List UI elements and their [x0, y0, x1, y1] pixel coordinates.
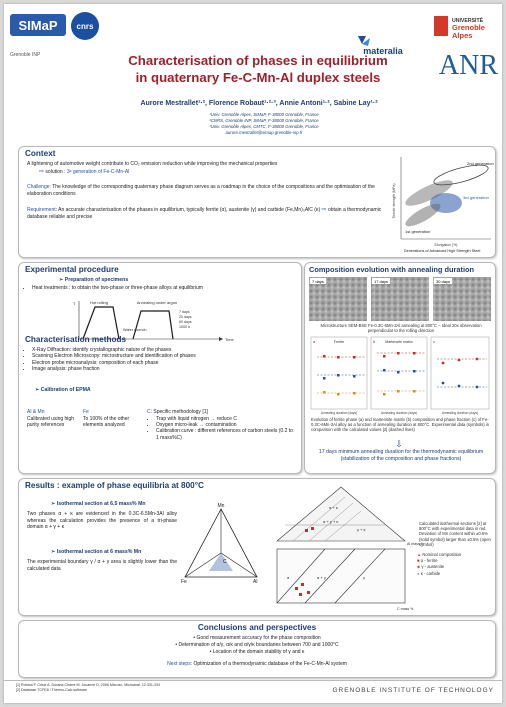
composition-heading: Composition evolution with annealing duration [309, 265, 475, 274]
context-requirement [27, 207, 387, 220]
next-steps-text: : Optimization of a thermodynamic database of the Fe-C-Mn-Al system [190, 661, 347, 667]
legend-item-carbide [417, 571, 493, 576]
annealing-label: Annealing under argon [136, 300, 178, 305]
results-box [18, 478, 496, 616]
time-axis-label: Time [225, 337, 234, 342]
time-label-1: 20 days [179, 315, 192, 319]
contact-email: aurore.mestrallet@simap.grenoble-inp.fr [225, 130, 303, 135]
chevron-right-icon: ➢ [59, 277, 65, 283]
results-section1-text: Two phases α + κ are evidenced in the 0.3C-6.5Mn-3Al alloy whereas the calculation provides the presence of a tri-phase domain α + γ + κ [27, 511, 177, 530]
requirement-label: Requirement [27, 207, 56, 213]
footer [4, 680, 502, 704]
chevron-right-icon: ➢ [51, 501, 57, 507]
legend-item-ferrite [417, 558, 493, 563]
micrograph-caption: Microstructure SEM-BSE Fe-0.3C-6Mn-3Al annealing at 800°C – Ideal 20x observation perpendicular to the rolling direction [320, 323, 482, 334]
uga-logo [432, 12, 498, 44]
ahss-gen1-label: 1st generation [405, 229, 431, 234]
epma-subheading [35, 387, 91, 393]
anr-logo [438, 48, 500, 81]
annealing-curve [133, 311, 173, 339]
conclusion-2: • Determination of α/γ, α/κ and α/γ/κ boundaries between 700 and 1000°C [175, 642, 339, 648]
affiliation-1: ¹Univ. Grenoble Alpes, SIMaP, F-38000 Grenoble, France [209, 112, 319, 117]
epma-col3-title: C [147, 409, 151, 415]
title-line-2: in quaternary Fe-C-Mn-Al duplex steels [135, 70, 381, 85]
context-intro: A lightening of automotive weight contribute to CO₂ emission reduction while improving the mechanical properties [27, 161, 278, 167]
grenoble-inp-logo: Grenoble INP [10, 52, 41, 58]
circle-icon: ● [417, 570, 420, 576]
char-item-image: • Image analysis: phase fraction [32, 366, 308, 372]
challenge-label: Challenge [27, 184, 50, 190]
epma-label: Calibration of EPMA [40, 387, 91, 393]
micrograph-strip [309, 277, 491, 321]
challenge-text: : The knowledge of the corresponding quaternary phase diagram serves as a roadmap in the choice of the compositions and the optimisation of the elaboration conditions [27, 184, 375, 197]
experimental-heading: Experimental procedure [25, 265, 119, 274]
results-section1-title [51, 501, 146, 507]
simap-logo [10, 10, 66, 42]
authors: Aurore Mestrallet¹·², Florence Robaut¹·²·³, Annie Antoni¹·², Sabine Lay¹·² [140, 100, 378, 107]
ahss-yaxis: Tensile strength (MPa) [392, 183, 396, 219]
time-label-0: 7 days [179, 310, 190, 314]
ahss-chart [391, 151, 493, 253]
panel-c-xlabel: Annealing duration (days) [441, 411, 479, 415]
references [16, 683, 160, 693]
preparation-subheading [59, 277, 128, 283]
panel-a-xlabel: Annealing duration (days) [320, 411, 358, 415]
char-item-sem: • Scanning Electron Microscopy: microstructure and identification of phases [32, 353, 308, 359]
region-gamma: γ [363, 575, 365, 580]
cnrs-logo-text: cnrs [76, 22, 94, 31]
composition-graphs [309, 335, 491, 415]
carbon-method-leak: • Oxygen micro-leak → contamination [156, 422, 297, 428]
ahss-xaxis: Elongation (%) [434, 243, 458, 247]
requirement-text: : An accurate characterisation of the phases in equilibrium, typically ferrite (α), austenite (γ) and carbide (Fe,Mn)₃AlC (κ) [55, 207, 321, 213]
solution-prefix: solution : [45, 169, 67, 175]
epma-col2-title: Fe [83, 409, 89, 415]
legend-austenite: γ - austenite [421, 564, 445, 570]
solution-text: 3ᵉ generation of Fe-C-Mn-Al [66, 169, 130, 175]
preparation-label: Preparation of specimens [64, 277, 129, 283]
context-solution [39, 169, 339, 176]
materalia-logo-text: materalia [363, 46, 403, 56]
ahss-gen3-label: 3rd generation [463, 195, 489, 200]
poster [4, 4, 502, 703]
carbon-method-curve: • Calibration curve : different references of carbon steels (0.2 to 1 mass%C) [156, 428, 297, 441]
next-steps-label: Next steps [167, 661, 191, 667]
carbon-method-list [147, 416, 297, 442]
uga-logo-line3: Alpes [452, 31, 473, 40]
legend-item-nominal [417, 552, 493, 557]
axis-c-label: C mass % [397, 607, 414, 611]
phase-diagram-6-5mn [277, 487, 425, 546]
panel-a-letter: a [313, 339, 316, 344]
affiliation-2: ²CNRS, Grenoble INP, SIMaP, F-38000 Grenoble, France [209, 118, 319, 123]
square-icon: ■ [417, 558, 420, 564]
carbon-method-trap: • Trap with liquid nitrogen → reduce C [156, 416, 297, 422]
epma-col3-text: : Specific methodology [1] [150, 409, 208, 415]
reference-2: [2] Database TCFE8 / Thermo-Calc software [16, 688, 87, 692]
epma-col1-text: Calibrated using high purity references [27, 415, 74, 428]
hot-rolling-label: Hot rolling [89, 300, 109, 305]
region-alpha-gamma-kappa: α + γ + κ [323, 519, 339, 524]
arrow-icon: ⇨ [39, 169, 45, 175]
diamond-icon: ◆ [417, 564, 421, 570]
results-heading: Results : example of phase equilibria at 800°C [25, 481, 204, 490]
chevron-right-icon: ➢ [35, 387, 41, 393]
char-item-epma: • Electron probe microanalysis: composition of each phase [32, 360, 308, 366]
panel-b-xlabel: Annealing duration (days) [380, 411, 418, 415]
char-item-xrd: • X-Ray Diffraction: identify crystallographic nature of the phases [32, 347, 308, 353]
context-box [18, 146, 496, 258]
uga-logo-line2: Grenoble [452, 23, 485, 32]
panel-a-title: Ferrite [333, 340, 345, 344]
time-label-3: 1000 h [179, 325, 190, 329]
heat-treatment-item: • Heat treatments : to obtain the two-phase or three-phase alloys at equilibrium [32, 285, 308, 291]
reference-1: [1] Robaut F. Crisci A. Durand-Charre M. Jouanne D. 2006 Microsc. Microanal. 12:331-334 [16, 683, 161, 687]
next-steps [19, 661, 495, 668]
panel-c-letter: c [433, 339, 435, 344]
annealing-conclusion: 17 days minimum annealing duration for the thermodynamic equilibrium (stabilization of the composition and phase fractions) [318, 449, 484, 462]
micrograph-label-2: 30 days [436, 279, 451, 284]
ahss-gen2-label: 2nd generation [467, 161, 494, 166]
region-alpha: α [287, 575, 290, 580]
down-arrow-icon: ⇩ [395, 439, 403, 449]
tetra-label-fe: Fe [181, 579, 187, 585]
title-line-1: Characterisation of phases in equilibrium [128, 53, 388, 68]
legend-nominal: Nominal composition [422, 552, 462, 557]
results-section2-title [51, 549, 141, 555]
triangle-icon: ▲ [417, 552, 422, 557]
panel-b-title: Martensite matrix [385, 340, 413, 344]
graph-panel-c [431, 337, 489, 409]
simap-logo-text: SIMaP [18, 18, 58, 33]
graphs-caption: Evolution of ferrite phase (a) and martensite matrix (b) composition and phase fraction (c) of Fe-0.3C-6Mn-3Al alloy as a function of annealing duration at 800°C. Experimental data (symbols) in comparison with the calculated values [2] (dashed lines) [311, 417, 490, 433]
region-alpha-kappa: α + κ [329, 505, 338, 510]
cnrs-logo [68, 10, 102, 42]
requirement-end: obtain a thermodynamic database reliable and precise [27, 207, 382, 220]
axis-al-label: Al mass % [407, 542, 424, 546]
conclusion-3-text: Location of the domain stability of γ and κ [212, 649, 305, 655]
tetra-label-c: C [223, 559, 227, 565]
temperature-axis-label: T [73, 301, 76, 306]
uga-logo-line1: UNIVERSITÉ [452, 18, 484, 24]
epma-col1-title: Al & Mn [27, 409, 45, 415]
legend-carbide: κ - carbide [420, 570, 441, 576]
tetra-label-al: Al [253, 579, 258, 585]
composition-tetrahedron [179, 501, 263, 587]
legend-item-austenite [417, 564, 493, 569]
phase-diagrams [265, 483, 424, 611]
phase-note: Calculated isothermal sections [2] at 800°C with experimental data in red. Deviation of Mn content within ±0.5% (solid symbol) larger than ±0.5% (open symbol) [419, 521, 491, 547]
region-alpha-gamma: α + γ [317, 575, 326, 580]
conclusion-3: • Location of the domain stability of γ and κ [209, 649, 305, 655]
section1-title-text: Isothermal section at 6.5 mass% Mn [56, 501, 146, 507]
composition-box [304, 262, 496, 474]
conclusion-1: • Good measurement accuracy for the phase composition [193, 635, 321, 641]
institute-name: GRENOBLE INSTITUTE OF TECHNOLOGY [332, 687, 494, 694]
poster-title [100, 52, 416, 86]
characterisation-heading: Characterisation methods [25, 335, 127, 344]
results-section2-text: The experimental boundary γ / α + γ area is slightly lower than the calculated data [27, 559, 177, 572]
characterisation-list [23, 347, 308, 373]
quench-label: Water quench [123, 328, 147, 332]
affiliations [154, 112, 374, 136]
region-gamma-kappa: γ + κ [357, 527, 366, 532]
ahss-caption: Generations of Advanced High Strength Steel [403, 249, 481, 253]
epma-col-almn [27, 409, 77, 429]
graph-panel-a [311, 337, 367, 409]
micrograph-label-0: 7 days [312, 279, 324, 284]
conclusion-2-text: Determination of α/γ, α/κ and α/γ/κ boundaries between 700 and 1000°C [178, 642, 339, 648]
experimental-box [18, 262, 302, 474]
conclusion-1-text: Good measurement accuracy for the phase composition [196, 635, 321, 641]
anr-logo-text: ANR [438, 50, 498, 81]
tetra-label-mn: Mn [217, 503, 225, 509]
conclusions-heading: Conclusions and perspectives [197, 623, 317, 632]
epma-col-c [147, 409, 297, 441]
time-label-2: 60 days [179, 320, 192, 324]
epma-col-fe [83, 409, 141, 429]
legend-ferrite: α - ferrite [420, 558, 438, 564]
context-challenge [27, 184, 387, 197]
affiliation-3: ³Univ. Grenoble Alpes, CMTC, F-38000 Grenoble, France [209, 124, 319, 129]
graph-panel-b [371, 337, 427, 409]
panel-b-letter: b [373, 339, 376, 344]
arrow-icon: ⇨ [321, 207, 327, 213]
conclusions-box [18, 620, 496, 678]
epma-col2-text: To 100% of the other elements analyzed [83, 415, 130, 428]
heat-treatment-list [23, 285, 308, 291]
chevron-right-icon: ➢ [51, 549, 57, 555]
phase-diagram-6mn [277, 549, 414, 611]
phase-legend [417, 551, 493, 577]
micrograph-label-1: 17 days [374, 279, 389, 284]
context-heading: Context [25, 149, 56, 158]
section2-title-text: Isothermal section at 6 mass% Mn [56, 549, 142, 555]
